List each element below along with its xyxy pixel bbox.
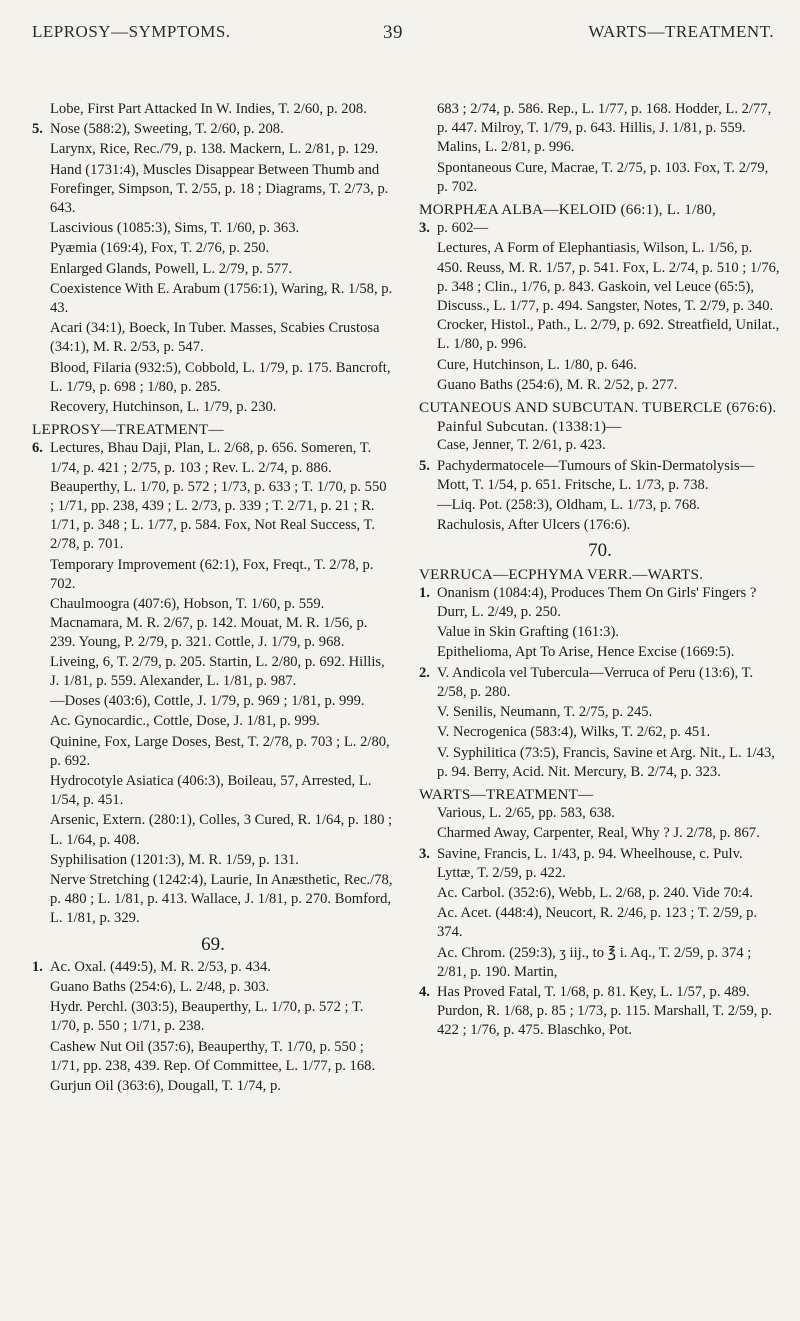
entry-text: Savine, Francis, L. 1/43, p. 94. Wheelhouse, c. Pulv. Lyttæ, T. 2/59, p. 422. — [437, 845, 743, 881]
index-entry — [419, 376, 781, 395]
index-entry — [419, 100, 781, 158]
index-entry — [419, 457, 781, 495]
right-column — [419, 100, 781, 1042]
index-entry — [419, 824, 781, 843]
index-entry — [32, 398, 394, 417]
index-entry — [32, 712, 394, 731]
index-entry — [419, 516, 781, 535]
index-entry — [32, 100, 394, 119]
entry-text: Ac. Gynocardic., Cottle, Dose, J. 1/81, p. 999. — [50, 713, 320, 730]
entry-text: Syphilisation (1201:3), M. R. 1/59, p. 131. — [50, 851, 299, 868]
section-heading: WARTS—TREATMENT— — [419, 785, 594, 803]
entry-text: Spontaneous Cure, Macrae, T. 2/75, p. 103. Fox, T. 2/79, p. 702. — [437, 159, 769, 195]
index-entry — [32, 1077, 394, 1096]
index-entry — [419, 904, 781, 942]
index-entry — [32, 958, 394, 977]
index-entry — [32, 772, 394, 810]
entry-number: 5. — [419, 457, 430, 474]
entry-number: 3. — [419, 845, 430, 862]
index-entry — [32, 733, 394, 771]
entry-text: Onanism (1084:4), Produces Them On Girls' Fingers ? Durr, L. 2/49, p. 250. — [437, 584, 757, 621]
index-entry — [419, 884, 781, 903]
entry-text: Enlarged Glands, Powell, L. 2/79, p. 577. — [50, 260, 293, 277]
section-heading: LEPROSY—TREATMENT— — [32, 421, 224, 439]
index-entry — [32, 140, 394, 159]
entry-text: Recovery, Hutchinson, L. 1/79, p. 230. — [50, 399, 277, 416]
entry-text: Larynx, Rice, Rec./79, p. 138. Mackern, L. 2/81, p. 129. — [50, 141, 379, 158]
index-entry — [32, 120, 394, 139]
entry-text: Lascivious (1085:3), Sims, T. 1/60, p. 363. — [50, 220, 300, 237]
running-header-left: LEPROSY—SYMPTOMS. — [32, 22, 231, 41]
index-entry — [419, 496, 781, 515]
section-heading: MORPHÆA ALBA—KELOID (66:1), L. 1/80, — [419, 201, 717, 219]
index-entry — [419, 944, 781, 982]
entry-number: 2. — [419, 664, 430, 681]
left-column — [32, 100, 394, 1097]
index-entry — [32, 439, 394, 554]
entry-text: Guano Baths (254:6), M. R. 2/52, p. 277. — [437, 376, 678, 393]
entry-text: Cure, Hutchinson, L. 1/80, p. 646. — [437, 356, 637, 373]
index-entry — [419, 983, 781, 1041]
entry-text: Rachulosis, After Ulcers (176:6). — [437, 517, 631, 534]
entry-text: Chaulmoogra (407:6), Hobson, T. 1/60, p. 559. Macnamara, M. R. 2/67, p. 142. Mouat, M. R. 1/56, p. 239. Young, P. 2/79, p. 321. Cottle, J. 1/79, p. 968. Liveing, 6, T. 2/79, p. 205. Startin, L. 2/80, p. 692. Hillis, J. 1/81, p. 559. Alexander, L. 1/81, p. 987. — [50, 596, 385, 689]
entry-text: Various, L. 2/65, pp. 583, 638. — [437, 805, 615, 822]
entry-number: 1. — [419, 584, 430, 601]
index-entry — [32, 359, 394, 397]
entry-text: V. Syphilitica (73:5), Francis, Savine et Arg. Nit., L. 1/43, p. 94. Berry, Acid. Nit. Mercury, B. 2/74, p. 323. — [437, 744, 775, 780]
index-entry — [32, 692, 394, 711]
index-entry — [32, 998, 394, 1036]
section-heading: CUTANEOUS AND SUBCUTAN. TUBERCLE (676:6). Painful Subcutan. (1338:1)— — [419, 399, 777, 436]
index-entry — [32, 280, 394, 318]
entry-text: —Liq. Pot. (258:3), Oldham, L. 1/73, p. 768. — [437, 497, 701, 514]
entry-text: Ac. Oxal. (449:5), M. R. 2/53, p. 434. — [50, 958, 271, 975]
entry-number: 5. — [32, 121, 43, 138]
entry-number: 1. — [32, 958, 43, 975]
entry-text: Guano Baths (254:6), L. 2/48, p. 303. — [50, 978, 270, 995]
index-entry — [32, 319, 394, 357]
entry-text: Gurjun Oil (363:6), Dougall, T. 1/74, p. — [50, 1077, 281, 1094]
entry-text: Case, Jenner, T. 2/61, p. 423. — [437, 437, 606, 454]
index-entry — [419, 744, 781, 782]
entry-text: Pyæmia (169:4), Fox, T. 2/76, p. 250. — [50, 240, 270, 257]
index-entry — [419, 623, 781, 642]
entry-text: Quinine, Fox, Large Doses, Best, T. 2/78, p. 703 ; L. 2/80, p. 692. — [50, 733, 390, 769]
entry-text: Nose (588:2), Sweeting, T. 2/60, p. 208. — [50, 121, 284, 138]
entry-text: Blood, Filaria (932:5), Cobbold, L. 1/79, p. 175. Bancroft, L. 1/79, p. 698 ; 1/80, p. 285. — [50, 359, 391, 395]
entry-text: Hand (1731:4), Muscles Disappear Between Thumb and Forefinger, Simpson, T. 2/55, p. 18 ; Diagrams, T. 2/73, p. 643. — [50, 161, 389, 217]
index-entry — [32, 161, 394, 219]
entry-text: V. Necrogenica (583:4), Wilks, T. 2/62, p. 451. — [437, 724, 711, 741]
section-heading: VERRUCA—ECPHYMA VERR.—WARTS. — [419, 565, 704, 583]
entry-text: 683 ; 2/74, p. 586. Rep., L. 1/77, p. 168. Hodder, L. 2/77, p. 447. Milroy, T. 1/79, p. 643. Hillis, J. 1/81, p. 559. Malins, L. 2/81, p. 996. — [437, 101, 772, 156]
index-entry — [419, 159, 781, 197]
entry-text: Coexistence With E. Arabum (1756:1), Waring, R. 1/58, p. 43. — [50, 280, 393, 317]
index-entry — [32, 978, 394, 997]
entry-text: Ac. Acet. (448:4), Neucort, R. 2/46, p. 123 ; T. 2/59, p. 374. — [437, 905, 758, 941]
entry-text: p. 602— — [437, 220, 489, 237]
index-entry — [32, 811, 394, 849]
index-entry — [419, 723, 781, 742]
entry-text: Temporary Improvement (62:1), Fox, Freqt., T. 2/78, p. 702. — [50, 556, 374, 592]
entry-text: Pachydermatocele—Tumours of Skin-Dermatolysis—Mott, T. 1/54, p. 651. Fritsche, L. 1/73, p. 738. — [437, 457, 755, 493]
entry-text: Value in Skin Grafting (161:3). — [437, 624, 619, 641]
entry-number: 3. — [419, 220, 430, 237]
entry-text: Hydr. Perchl. (303:5), Beauperthy, L. 1/70, p. 572 ; T. 1/70, p. 550 ; 1/71, p. 238. — [50, 999, 364, 1035]
index-entry — [32, 556, 394, 594]
entry-text: Charmed Away, Carpenter, Real, Why ? J. 2/78, p. 867. — [437, 825, 760, 842]
section-number: 69. — [201, 933, 225, 955]
running-header-right: WARTS—TREATMENT. — [588, 22, 774, 41]
index-entry — [419, 356, 781, 375]
entry-text: V. Andicola vel Tubercula—Verruca of Peru (13:6), T. 2/58, p. 280. — [437, 664, 754, 700]
index-entry — [419, 643, 781, 662]
page-number: 39 — [383, 22, 403, 43]
index-entry — [32, 851, 394, 870]
entry-text: Ac. Carbol. (352:6), Webb, L. 2/68, p. 240. Vide 70:4. — [437, 884, 754, 901]
index-entry — [32, 595, 394, 691]
entry-text: Lectures, Bhau Daji, Plan, L. 2/68, p. 656. Someren, T. 1/74, p. 421 ; 2/75, p. 103 ; Rev. L. 2/74, p. 886. Beauperthy, L. 1/70, p. 572 ; 1/73, p. 633 ; T. 1/70, p. 550 ; 1/71, pp. 238, 439 ; L. 2/73, p. 339 ; T. 2/71, p. 21 ; R. 1/71, p. 348 ; L. 1/77, p. 584. Fox, Not Real Success, T. 2/78, p. 701. — [50, 440, 387, 553]
entry-text: Arsenic, Extern. (280:1), Colles, 3 Cured, R. 1/64, p. 180 ; L. 1/64, p. 408. — [50, 812, 393, 848]
entry-number: 6. — [32, 440, 43, 457]
entry-text: Nerve Stretching (1242:4), Laurie, In Anæsthetic, Rec./78, p. 480 ; L. 1/81, p. 413. Wallace, J. 1/81, p. 270. Bomford, L. 1/81, p. 329. — [50, 871, 393, 927]
index-entry — [419, 584, 781, 622]
index-entry — [32, 871, 394, 929]
entry-text: Cashew Nut Oil (357:6), Beauperthy, T. 1/70, p. 550 ; 1/71, pp. 238, 439. Rep. Of Committee, L. 1/77, p. 168. — [50, 1038, 376, 1074]
section-number: 70. — [588, 540, 612, 562]
entry-number: 4. — [419, 983, 430, 1000]
entry-text: Lectures, A Form of Elephantiasis, Wilson, L. 1/56, p. 450. Reuss, M. R. 1/57, p. 541. Fox, L. 2/74, p. 510 ; 1/76, p. 348 ; Clin., 1/76, p. 843. Gaskoin, vel Leuce (65:5), Discuss., L. 1/77, p. 494. Sangster, Notes, T. 2/79, p. 340. Crocker, Histol., Path., L. 2/79, p. 692. Streatfield, Unilat., L. 1/80, p. 996. — [437, 240, 780, 353]
entry-text: Epithelioma, Apt To Arise, Hence Excise (1669:5). — [437, 644, 735, 661]
index-entry — [419, 845, 781, 883]
index-entry — [419, 804, 781, 823]
index-entry — [419, 436, 781, 455]
index-entry — [419, 239, 781, 354]
entry-text: Acari (34:1), Boeck, In Tuber. Masses, Scabies Crustosa (34:1), M. R. 2/53, p. 547. — [50, 320, 380, 356]
index-entry — [32, 1038, 394, 1076]
entry-text: Has Proved Fatal, T. 1/68, p. 81. Key, L. 1/57, p. 489. Purdon, R. 1/68, p. 85 ; 1/73, p. 115. Marshall, T. 2/59, p. 422 ; 1/76, p. 475. Blaschko, Pot. — [437, 983, 772, 1039]
entry-text: Lobe, First Part Attacked In W. Indies, T. 2/60, p. 208. — [50, 101, 367, 117]
index-entry — [419, 703, 781, 722]
index-entry — [419, 219, 781, 238]
entry-text: Hydrocotyle Asiatica (406:3), Boileau, 57, Arrested, L. 1/54, p. 451. — [50, 772, 372, 809]
index-entry — [32, 219, 394, 238]
index-entry — [32, 239, 394, 258]
index-entry — [419, 664, 781, 702]
entry-text: Ac. Chrom. (259:3), ʒ iij., to ℥ i. Aq., T. 2/59, p. 374 ; 2/81, p. 190. Martin, — [437, 944, 752, 980]
entry-text: V. Senilis, Neumann, T. 2/75, p. 245. — [437, 704, 653, 721]
entry-text: —Doses (403:6), Cottle, J. 1/79, p. 969 ; 1/81, p. 999. — [50, 693, 365, 710]
index-entry — [32, 260, 394, 279]
